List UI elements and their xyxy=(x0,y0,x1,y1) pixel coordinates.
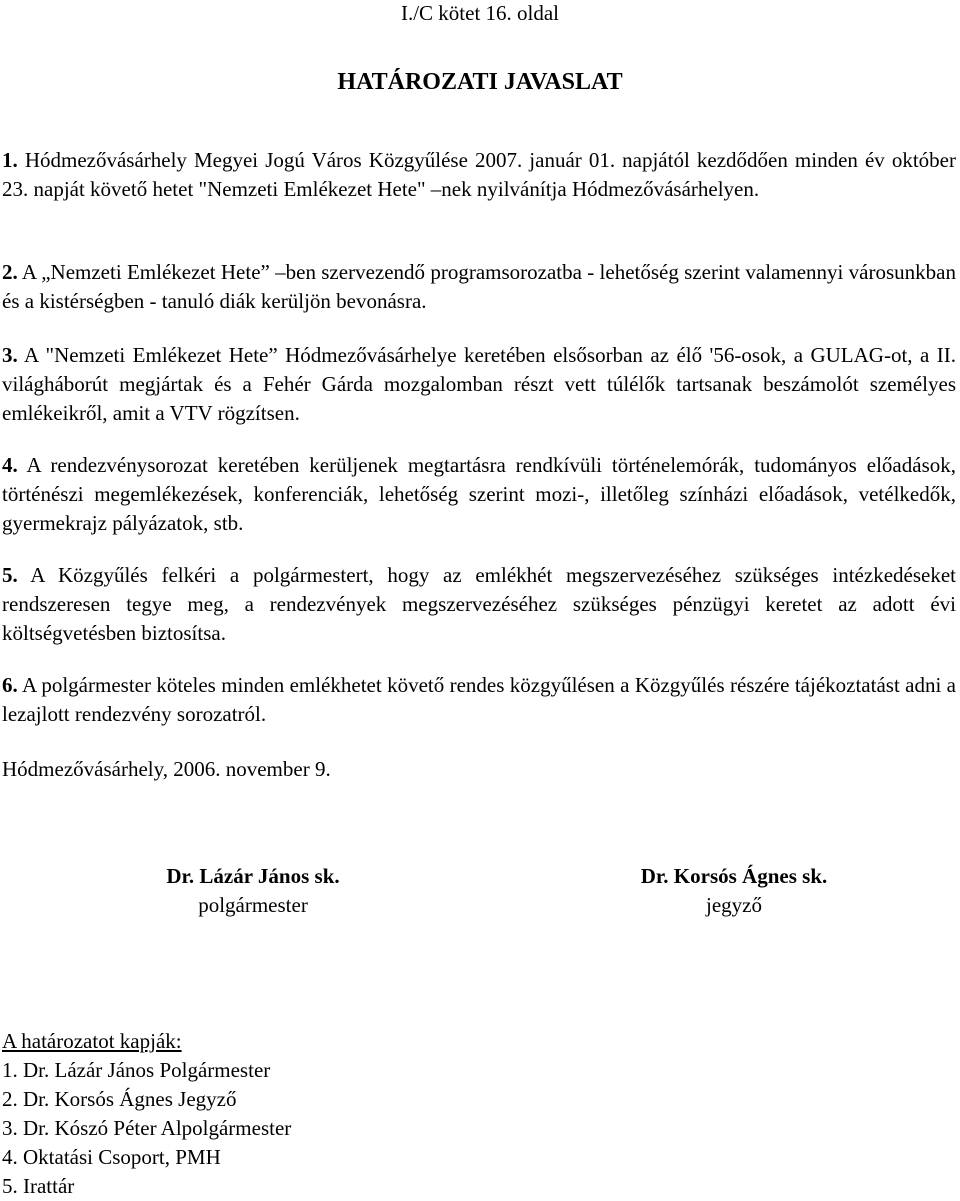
document-title: HATÁROZATI JAVASLAT xyxy=(337,69,623,95)
recipient-item: 1. Dr. Lázár János Polgármester xyxy=(2,1058,271,1082)
page-reference: I./C kötet 16. oldal xyxy=(400,1,560,25)
paragraph-number: 3. xyxy=(2,343,18,367)
signatory-name: Dr. Lázár János sk. xyxy=(166,864,340,888)
paragraph-text: A "Nemzeti Emlékezet Hete” Hódmezővásárhelye keretében elsősorban az élő '56-osok, a GULAG-ot, a II. világháborút megjártak és a Fehér Gárda mozgalomban részt vett túlélők tartsanak beszámolót személyes emlékeikről, amit a VTV rögzítsen. xyxy=(2,343,956,425)
paragraph-number: 1. xyxy=(2,148,18,172)
paragraph-number: 5. xyxy=(2,563,18,587)
recipients-title: A határozatot kapják: xyxy=(2,1029,182,1053)
signatory-role: jegyző xyxy=(706,893,762,917)
signature-block-mayor xyxy=(148,862,358,920)
paragraph-text: A „Nemzeti Emlékezet Hete” –ben szervezendő programsorozatba - lehetőség szerint valamennyi városunkban és a kistérségben - tanuló diák kerüljön bevonásra. xyxy=(2,260,956,313)
resolution-paragraph-3 xyxy=(2,341,956,428)
recipients-list xyxy=(2,1027,291,1201)
signatory-name: Dr. Korsós Ágnes sk. xyxy=(640,864,828,888)
resolution-paragraph-5 xyxy=(2,561,956,648)
place-and-date: Hódmezővásárhely, 2006. november 9. xyxy=(2,757,331,781)
paragraph-number: 4. xyxy=(2,453,18,477)
recipient-item: 4. Oktatási Csoport, PMH xyxy=(2,1145,221,1169)
paragraph-text: A rendezvénysorozat keretében kerüljenek megtartásra rendkívüli történelemórák, tudományos előadások, történészi megemlékezések, konferenciák, lehetőség szerint mozi-, illetőleg színházi előadások, vetélkedők, gyermekrajz pályázatok, stb. xyxy=(2,453,956,535)
paragraph-text: Hódmezővásárhely Megyei Jogú Város Közgyűlése 2007. január 01. napjától kezdődően minden év október 23. napját követő hetet "Nemzeti Emlékezet Hete" –nek nyilvánítja Hódmezővásárhelyen. xyxy=(2,148,956,201)
resolution-paragraph-1 xyxy=(2,146,956,204)
resolution-paragraph-4 xyxy=(2,451,956,538)
paragraph-number: 2. xyxy=(2,260,18,284)
recipient-item: 2. Dr. Korsós Ágnes Jegyző xyxy=(2,1087,237,1111)
recipient-item: 3. Dr. Kószó Péter Alpolgármester xyxy=(2,1116,292,1140)
paragraph-text: A Közgyűlés felkéri a polgármestert, hogy az emlékhét megszervezéséhez szükséges intézkedéseket rendszeresen tegye meg, a rendezvények megszervezéséhez szükséges pénzügyi keretet az adott évi költségvetésben biztosítsa. xyxy=(2,563,956,645)
paragraph-text: A polgármester köteles minden emlékhetet követő rendes közgyűlésen a Közgyűlés részére tájékoztatást adni a lezajlott rendezvény sorozatról. xyxy=(2,673,956,726)
resolution-paragraph-6 xyxy=(2,671,956,729)
paragraph-number: 6. xyxy=(2,673,18,697)
resolution-paragraph-2 xyxy=(2,258,956,316)
recipient-item: 5. Irattár xyxy=(2,1174,75,1198)
signatory-role: polgármester xyxy=(198,893,308,917)
signature-block-notary xyxy=(618,862,850,920)
